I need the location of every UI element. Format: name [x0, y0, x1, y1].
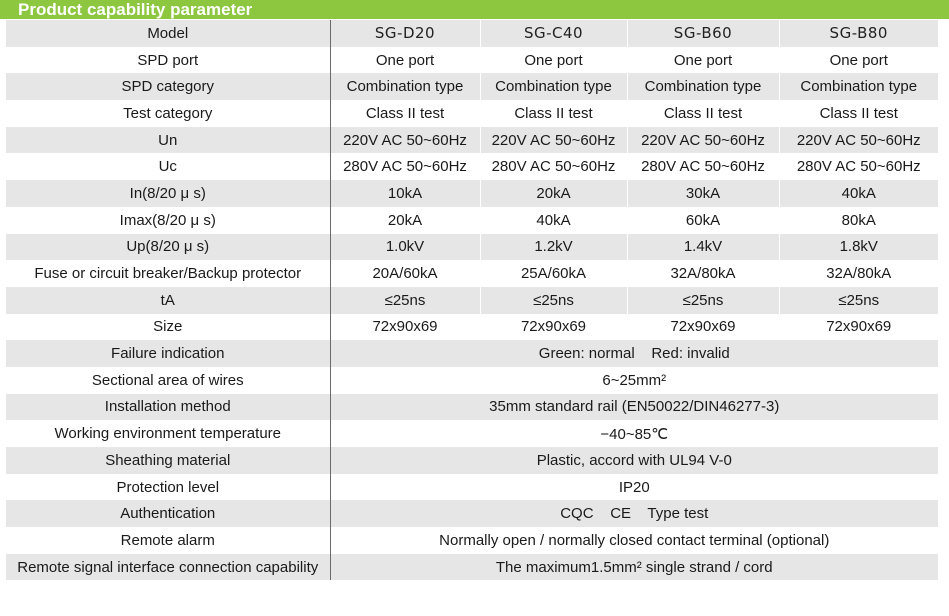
spanned-value-cell: 35mm standard rail (EN50022/DIN46277-3): [330, 394, 938, 421]
value-cell: Class II test: [480, 100, 627, 127]
value-cell: 20kA: [480, 180, 627, 207]
spanned-value-cell: Plastic, accord with UL94 V-0: [330, 447, 938, 474]
table-row: [6, 100, 938, 127]
spanned-value-cell: 6~25mm²: [602, 371, 667, 389]
value-cell: 280V AC 50~60Hz: [480, 153, 627, 180]
value-cell: ≤25ns: [779, 287, 938, 314]
table-row: [6, 207, 938, 234]
row-label: Imax(8/20 μ s): [6, 207, 330, 234]
value-cell: 32A/80kA: [627, 260, 779, 287]
model-name-cell: SG-B80: [779, 20, 938, 47]
spec-table: [6, 20, 938, 580]
table-row: [6, 127, 938, 154]
row-label: Remote signal interface connection capability: [6, 554, 330, 581]
value-cell: 25A/60kA: [480, 260, 627, 287]
value-cell: Combination type: [779, 73, 938, 100]
value-cell: Class II test: [330, 100, 480, 127]
spanned-value-cell: −40~85℃: [600, 425, 669, 443]
value-cell: 72x90x69: [330, 314, 480, 341]
row-label: Size: [6, 314, 330, 341]
row-label: Test category: [6, 100, 330, 127]
table-row: [6, 367, 938, 394]
table-row: [6, 394, 938, 421]
row-label: Uc: [6, 153, 330, 180]
row-label: Authentication: [6, 500, 330, 527]
value-cell: 1.0kV: [330, 234, 480, 261]
row-label: Installation method: [6, 394, 330, 421]
value-cell: ≤25ns: [627, 287, 779, 314]
row-label: Up(8/20 μ s): [6, 234, 330, 261]
value-cell: Class II test: [779, 100, 938, 127]
row-label: SPD category: [6, 73, 330, 100]
table-row: [6, 234, 938, 261]
row-label: Sectional area of wires: [6, 367, 330, 394]
spec-table-body: [6, 20, 938, 580]
table-row: [6, 554, 938, 581]
value-cell: 280V AC 50~60Hz: [779, 153, 938, 180]
row-label: Protection level: [6, 474, 330, 501]
table-row: [6, 340, 938, 367]
value-cell: 32A/80kA: [779, 260, 938, 287]
value-cell: One port: [480, 47, 627, 74]
table-row: [6, 447, 938, 474]
value-cell: 40kA: [779, 180, 938, 207]
value-cell: ≤25ns: [480, 287, 627, 314]
value-cell: One port: [627, 47, 779, 74]
value-cell: 72x90x69: [627, 314, 779, 341]
value-cell: 80kA: [779, 207, 938, 234]
table-row: [6, 73, 938, 100]
spanned-value-cell: CQC CE Type test: [330, 500, 938, 527]
table-row: [6, 260, 938, 287]
value-cell: ≤25ns: [330, 287, 480, 314]
row-label: Sheathing material: [6, 447, 330, 474]
row-label: Working environment temperature: [6, 420, 330, 447]
value-cell: 20A/60kA: [330, 260, 480, 287]
model-name-cell: SG-B60: [627, 20, 779, 47]
value-cell: 1.4kV: [627, 234, 779, 261]
title-banner: [0, 0, 949, 19]
row-label: Failure indication: [6, 340, 330, 367]
row-label: Model: [6, 20, 330, 47]
value-cell: One port: [330, 47, 480, 74]
value-cell: 72x90x69: [779, 314, 938, 341]
model-name-cell: SG-C40: [480, 20, 627, 47]
value-cell: 220V AC 50~60Hz: [779, 127, 938, 154]
spanned-value-cell: Green: normal Red: invalid: [330, 340, 938, 367]
value-cell: 1.2kV: [480, 234, 627, 261]
value-cell: 72x90x69: [480, 314, 627, 341]
value-cell: Class II test: [627, 100, 779, 127]
model-name-cell: SG-D20: [330, 20, 480, 47]
spanned-value-cell: Normally open / normally closed contact terminal (optional): [439, 531, 830, 549]
row-label: Fuse or circuit breaker/Backup protector: [6, 260, 330, 287]
row-label: Remote alarm: [6, 527, 330, 554]
value-cell: Combination type: [330, 73, 480, 100]
table-row: [6, 420, 938, 447]
value-cell: 280V AC 50~60Hz: [330, 153, 480, 180]
table-row: [6, 314, 938, 341]
value-cell: 30kA: [627, 180, 779, 207]
table-row: [6, 474, 938, 501]
table-row: [6, 287, 938, 314]
table-row: [6, 20, 938, 47]
value-cell: 1.8kV: [779, 234, 938, 261]
row-label: Un: [6, 127, 330, 154]
row-label: In(8/20 μ s): [6, 180, 330, 207]
row-label: SPD port: [6, 47, 330, 74]
row-label: tA: [6, 287, 330, 314]
value-cell: 280V AC 50~60Hz: [627, 153, 779, 180]
table-row: [6, 180, 938, 207]
table-row: [6, 500, 938, 527]
value-cell: 20kA: [330, 207, 480, 234]
page-title: Product capability parameter: [18, 0, 253, 19]
table-row: [6, 153, 938, 180]
value-cell: 220V AC 50~60Hz: [330, 127, 480, 154]
spanned-value-cell: The maximum1.5mm² single strand / cord: [330, 554, 938, 581]
value-cell: 60kA: [627, 207, 779, 234]
table-row: [6, 527, 938, 554]
value-cell: One port: [779, 47, 938, 74]
value-cell: 40kA: [480, 207, 627, 234]
value-cell: Combination type: [627, 73, 779, 100]
table-row: [6, 47, 938, 74]
value-cell: 220V AC 50~60Hz: [627, 127, 779, 154]
spanned-value-cell: IP20: [618, 478, 650, 496]
value-cell: 220V AC 50~60Hz: [480, 127, 627, 154]
value-cell: 10kA: [330, 180, 480, 207]
value-cell: Combination type: [480, 73, 627, 100]
